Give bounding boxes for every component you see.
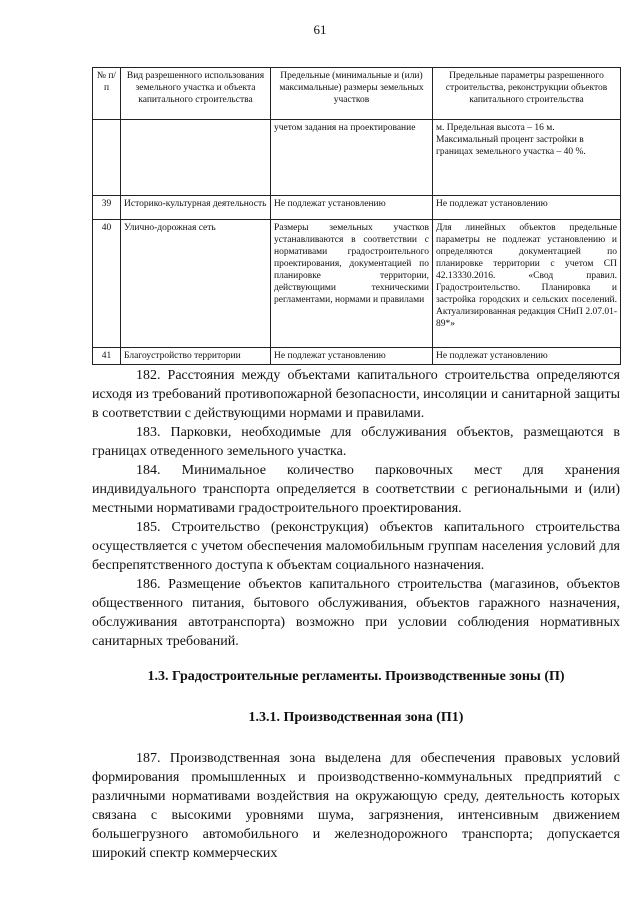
row-use: [121, 120, 271, 196]
table-row: [93, 120, 621, 196]
header-use-type: Вид разрешенного использования земельного участка и объекта капитального строительства: [121, 68, 271, 120]
row-sizes: Размеры земельных участков устанавливаются в соответствии с нормативами градостроительного проектирования, документацией по планировке территории, действующими техническими регламентами, нормами и правилами: [271, 220, 433, 348]
row-number: 39: [93, 196, 121, 220]
paragraph-184: 184. Минимальное количество парковочных мест для хранения индивидуального транспорта определяется в соответствии с региональными и (или) местными нормативами градостроительного проектирования.: [92, 463, 620, 516]
row-params: м. Предельная высота – 16 м. Максимальный процент застройки в границах земельного участка – 40 %.: [433, 120, 621, 196]
section-heading: 1.3. Градостроительные регламенты. Производственные зоны (П): [147, 669, 565, 684]
header-plot-sizes: Предельные (минимальные и (или) максимальные) размеры земельных участков: [271, 68, 433, 120]
row-params: Не подлежат установлению: [433, 348, 621, 365]
paragraph-186: 186. Размещение объектов капитального строительства (магазинов, объектов общественного питания, бытового обслуживания, объектов гаражного назначения, обслуживания автотранспорта) возможно при условии соблюдения нормативных санитарных требований.: [92, 577, 620, 649]
row-sizes: Не подлежат установлению: [271, 348, 433, 365]
row-use: Историко-культурная деятельность: [121, 196, 271, 220]
header-number: № п/п: [93, 68, 121, 120]
table-row: [93, 220, 621, 348]
header-build-params: Предельные параметры разрешенного строительства, реконструкции объектов капитального строительства: [433, 68, 621, 120]
row-number: [93, 120, 121, 196]
row-number: 40: [93, 220, 121, 348]
row-sizes: учетом задания на проектирование: [271, 120, 433, 196]
page-number: 61: [313, 22, 327, 37]
table-row: [93, 348, 621, 365]
paragraph-185: 185. Строительство (реконструкция) объектов капитального строительства осуществляется с учетом обеспечения маломобильным группам населения условий для беспрепятственного доступа к объектам социального назначения.: [92, 520, 620, 573]
row-use: Улично-дорожная сеть: [121, 220, 271, 348]
table-header-row: [93, 68, 621, 120]
table-row: [93, 196, 621, 220]
paragraph-187: 187. Производственная зона выделена для обеспечения правовых условий формирования промышленных и производственно-коммунальных предприятий с различными нормативами воздействия на окружающую среду, деятельность которых связана с высокими уровнями шума, загрязнения, интенсивным движением большегрузного автомобильного и железнодорожного транспорта; допускается широкий спектр коммерческих: [92, 751, 620, 861]
body-text: [92, 366, 620, 863]
row-sizes: Не подлежат установлению: [271, 196, 433, 220]
row-params: Для линейных объектов предельные параметры не подлежат установлению и определяются документацией по планировке территории с учетом СП 42.13330.2016. «Свод правил. Градостроительство. Планировка и застройка городских и сельских поселений. Актуализированная редакция СНиП 2.07.01-89*»: [433, 220, 621, 348]
paragraph-182: 182. Расстояния между объектами капитального строительства определяются исходя из требований противопожарной безопасности, инсоляции и санитарной защиты в соответствии с действующими нормами и правилами.: [92, 368, 620, 421]
subsection-heading: 1.3.1. Производственная зона (П1): [248, 710, 464, 725]
paragraph-183: 183. Парковки, необходимые для обслуживания объектов, размещаются в границах отведенного земельного участка.: [92, 425, 620, 459]
row-params: Не подлежат установлению: [433, 196, 621, 220]
row-number: 41: [93, 348, 121, 365]
regulations-table: [92, 67, 621, 365]
row-use: Благоустройство территории: [121, 348, 271, 365]
